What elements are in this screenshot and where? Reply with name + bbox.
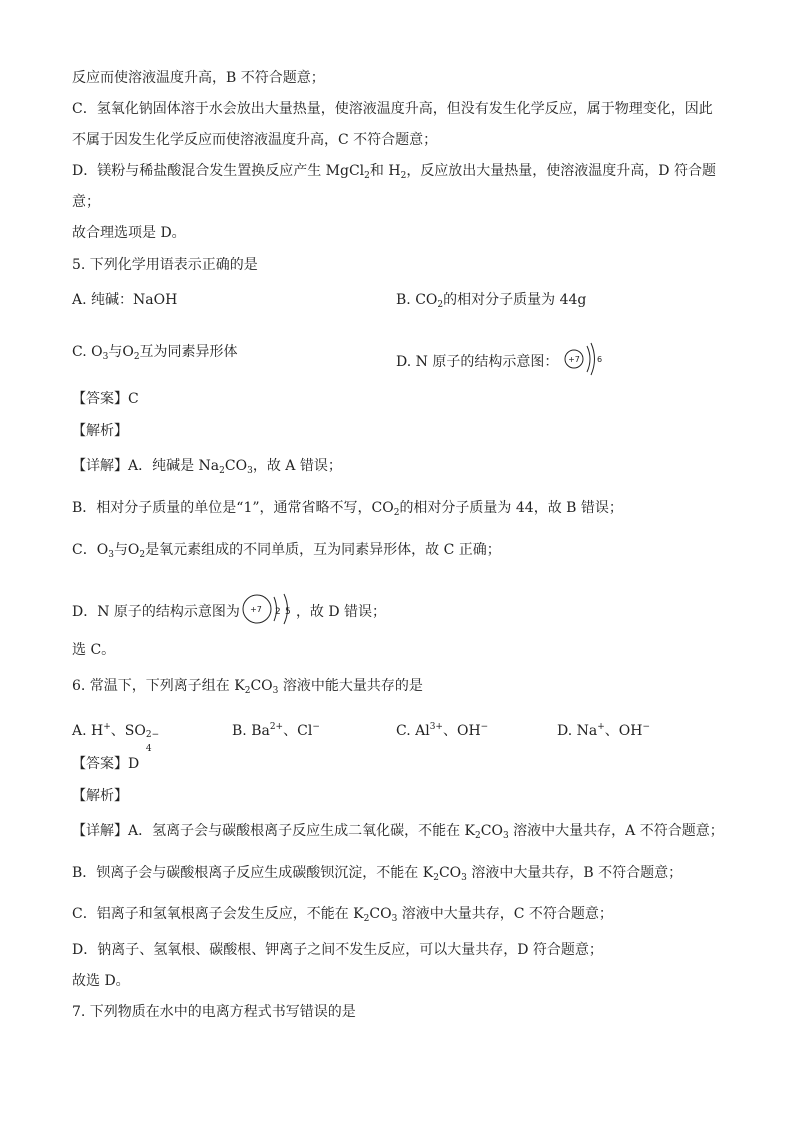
question-stem: 7. 下列物质在水中的电离方程式书写错误的是: [72, 1004, 356, 1020]
conclusion-line: 选 C。: [72, 642, 116, 658]
analysis-label: 【解析】: [72, 423, 128, 439]
text-line: 不属于因发生化学反应而使溶液温度升高，C 不符合题意；: [72, 132, 438, 148]
answer-label: 【答案】C: [72, 391, 139, 407]
question-stem: 5. 下列化学用语表示正确的是: [72, 257, 258, 273]
text-line: 反应而使溶液温度升高，B 不符合题意；: [72, 70, 325, 86]
electron-count: 2: [274, 607, 281, 617]
text-line: C．氢氧化钠固体溶于水会放出大量热量，使溶液温度升高，但没有发生化学反应，属于物理变化，因此: [72, 101, 713, 117]
conclusion-line: 故选 D。: [72, 973, 130, 989]
explanation-line: D．N 原子的结构示意图为 +7 2 5 ，故 D 错误；: [72, 592, 386, 632]
explanation-line: 【详解】A．氢离子会与碳酸根离子反应生成二氧化碳，不能在 $K_2CO_3$ 溶液中大量共存，A 不符合题意；: [72, 823, 724, 841]
atom-structure-diagram: [240, 592, 296, 632]
option-c: C. $O_3$与$O_2$互为同素异形体: [72, 344, 238, 362]
atom-structure-diagram: [563, 342, 603, 382]
option-b: B. $Ba^{2+}$、Cl−: [232, 722, 320, 739]
question-stem: 6. 常温下，下列离子组在 $K_2CO_3$ 溶液中能大量共存的是: [72, 678, 423, 696]
electron-count: 6: [596, 355, 602, 364]
nucleus-label: +7: [250, 605, 262, 614]
electron-count: 5: [284, 607, 291, 617]
option-a: A. H+、SO 2− 4: [72, 722, 160, 754]
explanation-line: B．钡离子会与碳酸根离子反应生成碳酸钡沉淀，不能在 $K_2CO_3$ 溶液中大量共存，B 不符合题意；: [72, 865, 683, 883]
explanation-line: C．铝离子和氢氧根离子会发生反应，不能在 $K_2CO_3$ 溶液中大量共存，C 不符合题意；: [72, 906, 613, 924]
answer-label: 【答案】D: [72, 756, 140, 772]
explanation-line: C．$O_3$与$O_2$是氧元素组成的不同单质，互为同素异形体，故 C 正确；: [72, 542, 501, 560]
option-b: B. $CO_2$的相对分子质量为 44g: [396, 292, 587, 310]
option-a: A. 纯碱：NaOH: [72, 292, 178, 308]
option-d: D. Na+、OH−: [557, 722, 651, 739]
explanation-line: D．钠离子、氢氧根、碳酸根、钾离子之间不发生反应，可以大量共存，D 符合题意；: [72, 942, 603, 958]
text-line: 意；: [72, 194, 100, 210]
explanation-line: 【详解】A．纯碱是 $Na_2CO_3$，故 A 错误；: [72, 458, 342, 476]
option-d: D. N 原子的结构示意图： +7 6: [396, 342, 603, 382]
nucleus-label: +7: [567, 355, 580, 364]
text-line: D．镁粉与稀盐酸混合发生置换反应产生 MgCl$_2$和 $H_2$，反应放出大量热量，使溶液温度升高，D 符合题: [72, 163, 716, 181]
text-line: 故合理选项是 D。: [72, 225, 186, 241]
analysis-label: 【解析】: [72, 788, 128, 804]
explanation-line: B．相对分子质量的单位是“1”，通常省略不写，$CO_2$的相对分子质量为 44，故 B 错误；: [72, 500, 623, 518]
option-c: C. $Al^{3+}$、OH−: [396, 722, 489, 739]
